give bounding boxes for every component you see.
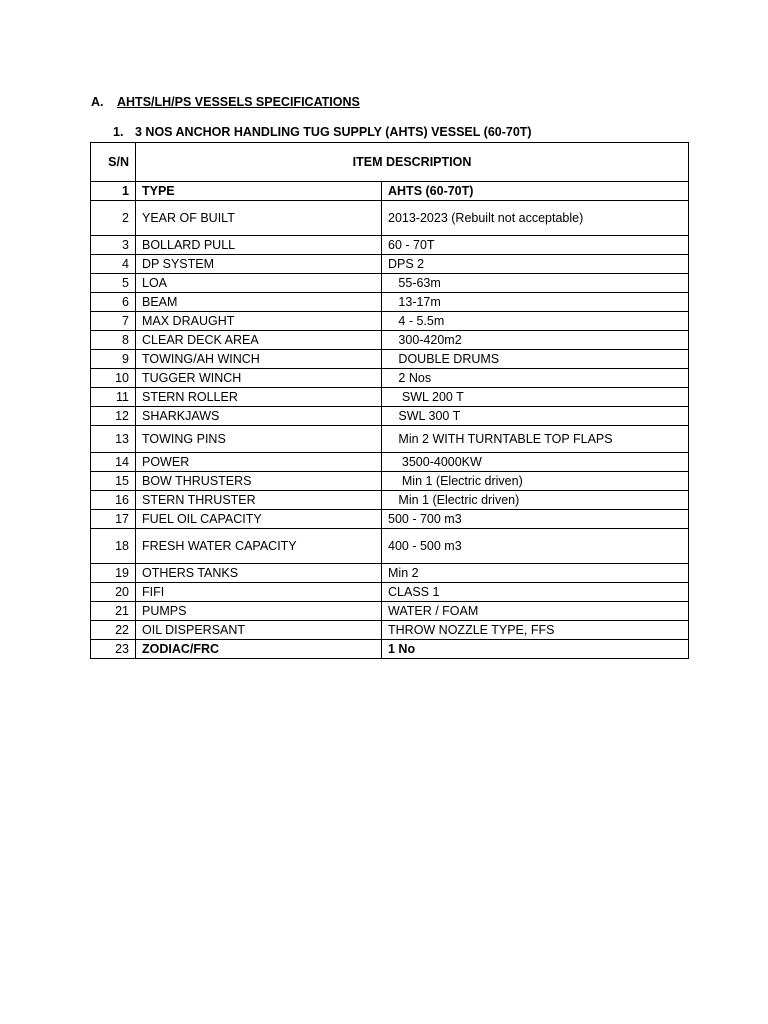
table-row	[91, 529, 689, 564]
specifications-table	[90, 142, 689, 659]
row-item: STERN ROLLER	[136, 388, 382, 407]
row-item: FUEL OIL CAPACITY	[136, 510, 382, 529]
table-row	[91, 369, 689, 388]
row-item: BOLLARD PULL	[136, 236, 382, 255]
row-value: THROW NOZZLE TYPE, FFS	[382, 621, 689, 640]
row-item: OTHERS TANKS	[136, 564, 382, 583]
row-sn: 1	[91, 182, 136, 201]
section-title: AHTS/LH/PS VESSELS SPECIFICATIONS	[117, 95, 360, 109]
row-sn: 15	[91, 472, 136, 491]
row-sn: 22	[91, 621, 136, 640]
table-row	[91, 331, 689, 350]
table-row	[91, 293, 689, 312]
row-item: POWER	[136, 453, 382, 472]
row-value: SWL 200 T	[382, 388, 689, 407]
row-value: 55-63m	[382, 274, 689, 293]
section-letter: A.	[91, 95, 104, 109]
row-value: 400 - 500 m3	[382, 529, 689, 564]
row-value: 500 - 700 m3	[382, 510, 689, 529]
row-sn: 19	[91, 564, 136, 583]
row-value: WATER / FOAM	[382, 602, 689, 621]
row-sn: 11	[91, 388, 136, 407]
subsection-number: 1.	[113, 125, 124, 139]
row-item: TUGGER WINCH	[136, 369, 382, 388]
row-value: 1 No	[382, 640, 689, 659]
row-item: TOWING/AH WINCH	[136, 350, 382, 369]
row-value: 2 Nos	[382, 369, 689, 388]
table-row	[91, 350, 689, 369]
table-row	[91, 236, 689, 255]
table-body	[91, 182, 689, 659]
row-value: Min 1 (Electric driven)	[382, 472, 689, 491]
table-row	[91, 472, 689, 491]
table-row	[91, 453, 689, 472]
row-sn: 21	[91, 602, 136, 621]
row-value: DPS 2	[382, 255, 689, 274]
table-row	[91, 583, 689, 602]
table-row	[91, 182, 689, 201]
table-row	[91, 491, 689, 510]
row-item: YEAR OF BUILT	[136, 201, 382, 236]
row-sn: 2	[91, 201, 136, 236]
row-item: OIL DISPERSANT	[136, 621, 382, 640]
row-value: 300-420m2	[382, 331, 689, 350]
row-item: FIFI	[136, 583, 382, 602]
row-item: ZODIAC/FRC	[136, 640, 382, 659]
table-row	[91, 640, 689, 659]
table-row	[91, 255, 689, 274]
row-sn: 12	[91, 407, 136, 426]
table-row	[91, 201, 689, 236]
table-row	[91, 312, 689, 331]
row-item: FRESH WATER CAPACITY	[136, 529, 382, 564]
table-row	[91, 602, 689, 621]
table-row	[91, 510, 689, 529]
table-header-row	[91, 143, 689, 182]
row-sn: 8	[91, 331, 136, 350]
row-item: BEAM	[136, 293, 382, 312]
table-row	[91, 388, 689, 407]
row-value: Min 1 (Electric driven)	[382, 491, 689, 510]
row-item: BOW THRUSTERS	[136, 472, 382, 491]
row-sn: 6	[91, 293, 136, 312]
row-value: 13-17m	[382, 293, 689, 312]
row-sn: 13	[91, 426, 136, 453]
table-row	[91, 426, 689, 453]
row-item: MAX DRAUGHT	[136, 312, 382, 331]
row-value: DOUBLE DRUMS	[382, 350, 689, 369]
row-sn: 7	[91, 312, 136, 331]
row-sn: 4	[91, 255, 136, 274]
row-sn: 9	[91, 350, 136, 369]
row-value: 4 - 5.5m	[382, 312, 689, 331]
row-item: SHARKJAWS	[136, 407, 382, 426]
subsection-title: 3 NOS ANCHOR HANDLING TUG SUPPLY (AHTS) VESSEL (60-70T)	[135, 125, 532, 139]
row-sn: 14	[91, 453, 136, 472]
row-value: CLASS 1	[382, 583, 689, 602]
row-value: Min 2	[382, 564, 689, 583]
item-description-header: ITEM DESCRIPTION	[136, 143, 689, 182]
row-sn: 3	[91, 236, 136, 255]
row-item: LOA	[136, 274, 382, 293]
section-heading	[91, 95, 360, 109]
row-sn: 18	[91, 529, 136, 564]
table-row	[91, 274, 689, 293]
subsection-heading	[113, 125, 532, 139]
row-value: AHTS (60-70T)	[382, 182, 689, 201]
row-value: 60 - 70T	[382, 236, 689, 255]
row-item: CLEAR DECK AREA	[136, 331, 382, 350]
row-item: TYPE	[136, 182, 382, 201]
row-sn: 5	[91, 274, 136, 293]
row-item: PUMPS	[136, 602, 382, 621]
sn-column-header: S/N	[91, 143, 136, 182]
table-row	[91, 621, 689, 640]
row-sn: 16	[91, 491, 136, 510]
row-value: 2013-2023 (Rebuilt not acceptable)	[382, 201, 689, 236]
row-sn: 10	[91, 369, 136, 388]
row-sn: 17	[91, 510, 136, 529]
table-row	[91, 564, 689, 583]
row-sn: 23	[91, 640, 136, 659]
row-value: 3500-4000KW	[382, 453, 689, 472]
row-sn: 20	[91, 583, 136, 602]
row-item: STERN THRUSTER	[136, 491, 382, 510]
row-value: Min 2 WITH TURNTABLE TOP FLAPS	[382, 426, 689, 453]
row-item: DP SYSTEM	[136, 255, 382, 274]
row-item: TOWING PINS	[136, 426, 382, 453]
table-row	[91, 407, 689, 426]
row-value: SWL 300 T	[382, 407, 689, 426]
